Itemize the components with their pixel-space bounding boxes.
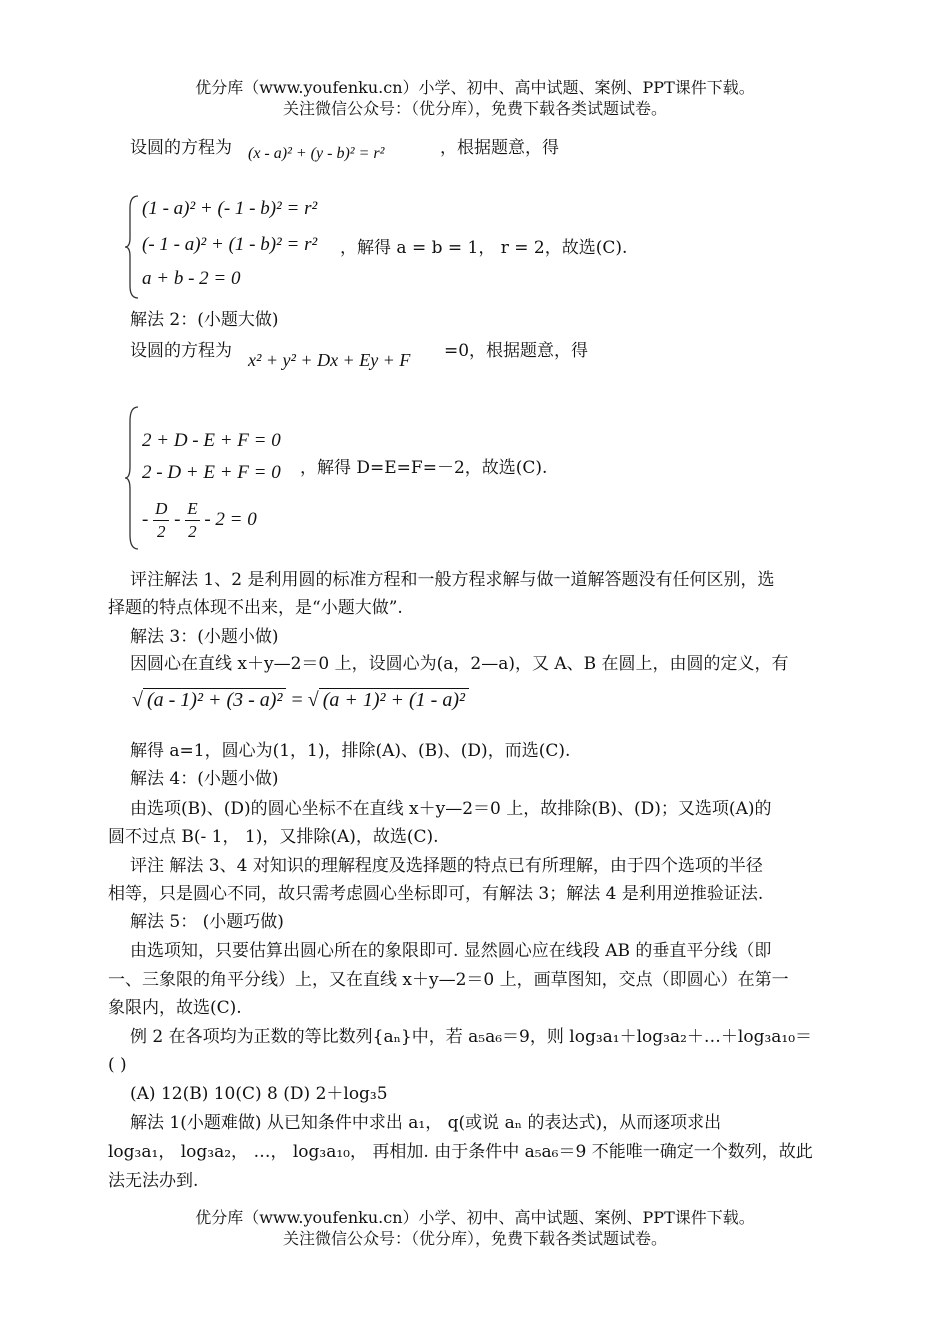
s3-rhs: (a + 1)² + (1 - a)² [319, 688, 469, 712]
s1-brace [124, 194, 140, 300]
ex2-sol-line1: 解法 1(小题难做) 从已知条件中求出 a₁， q(或说 aₙ 的表达式)，从而逐项求出 [130, 1113, 722, 1133]
footer-line-1: 优分库（www.youfenku.cn）小学、初中、高中试题、案例、PPT课件下载。 [195, 1208, 755, 1227]
s3-line2: 解得 a=1，圆心为(1，1)，排除(A)、(B)、(D)，而选(C). [130, 741, 571, 761]
s3-title: 解法 3：(小题小做) [130, 627, 279, 647]
comment1-line1: 评注解法 1、2 是利用圆的标准方程和一般方程求解与做一道解答题没有任何区别，选 [130, 570, 775, 590]
header-line-1: 优分库（www.youfenku.cn）小学、初中、高中试题、案例、PPT课件下载。 [195, 78, 755, 97]
s4-title: 解法 4：(小题小做) [130, 769, 279, 789]
ex2-line1: 例 2 在各项均为正数的等比数列{aₙ}中，若 a₅a₆＝9，则 log₃a₁＋log₃a₂＋…＋log₃a₁₀＝ [130, 1027, 813, 1047]
s1-system-eq2: (- 1 - a)² + (1 - b)² = r² [142, 234, 318, 255]
s3-eqsign: = [291, 689, 303, 711]
s2-frac2-num: E [185, 498, 199, 521]
s1-intro: 设圆的方程为 [130, 138, 232, 158]
comment2-line2: 相等，只是圆心不同，故只需考虑圆心坐标即可，有解法 3；解法 4 是利用逆推验证法. [108, 884, 764, 904]
s1-system-eq1: (1 - a)² + (- 1 - b)² = r² [142, 198, 318, 219]
s4-line2: 圆不过点 B(- 1， 1)，又排除(A)，故选(C). [108, 827, 439, 847]
ex2-options: (A) 12(B) 10(C) 8 (D) 2＋log₃5 [130, 1084, 388, 1104]
s1-system-eq3: a + b - 2 = 0 [142, 268, 241, 289]
s5-title: 解法 5： (小题巧做) [130, 912, 284, 932]
s5-line1: 由选项知，只要估算出圆心所在的象限即可. 显然圆心应在线段 AB 的垂直平分线（即 [130, 941, 772, 961]
comment2-line1: 评注 解法 3、4 对知识的理解程度及选择题的特点已有所理解，由于四个选项的半径 [130, 856, 763, 876]
comment1-line2: 择题的特点体现不出来，是“小题大做”. [108, 598, 403, 618]
sqrt-icon: √ [132, 689, 143, 711]
s5-line2: 一、三象限的角平分线）上，又在直线 x＋y—2＝0 上，画草图知，交点（即圆心）在第一 [108, 970, 789, 990]
s2-eq3-post: - 2 = 0 [204, 508, 257, 530]
s2-brace [124, 405, 140, 551]
s2-system-eq3 [142, 498, 257, 543]
s2-after: =0，根据题意，得 [444, 341, 589, 361]
s2-frac1-num: D [153, 498, 169, 521]
s5-line3: 象限内，故选(C). [108, 998, 242, 1018]
s2-frac2-den: 2 [188, 522, 197, 541]
ex2-line2: ( ) [108, 1055, 127, 1075]
s2-system-eq2: 2 - D + E + F = 0 [142, 462, 281, 483]
s3-equation [132, 688, 469, 712]
s2-general-equation: x² + y² + Dx + Ey + F [248, 350, 411, 370]
s2-system-eq1: 2 + D - E + F = 0 [142, 430, 281, 451]
sqrt-icon: √ [307, 689, 319, 711]
s2-frac1-den: 2 [156, 522, 166, 541]
s2-fraction-e [185, 498, 199, 543]
s2-eq3-mid: - [174, 508, 181, 530]
s2-solution: ，解得 D=E=F=－2，故选(C). [300, 458, 548, 478]
s2-intro: 设圆的方程为 [130, 341, 232, 361]
footer-line-2: 关注微信公众号：（优分库），免费下载各类试题试卷。 [282, 1229, 667, 1248]
s1-after: ，根据题意，得 [440, 138, 559, 158]
s3-lhs: (a - 1)² + (3 - a)² [143, 688, 286, 712]
s2-eq3-minus: - [142, 508, 149, 530]
s2-fraction-d [153, 498, 169, 543]
s3-line1: 因圆心在直线 x＋y—2＝0 上，设圆心为(a，2—a)，又 A、B 在圆上，由圆的定义，有 [130, 654, 789, 674]
header-line-2: 关注微信公众号：（优分库），免费下载各类试题试卷。 [282, 99, 667, 118]
s2-title: 解法 2：(小题大做) [130, 310, 279, 330]
s1-circle-equation: (x - a)² + (y - b)² = r² [248, 145, 385, 162]
s1-solution: ，解得 a = b = 1， r = 2，故选(C). [340, 238, 628, 258]
s4-line1: 由选项(B)、(D)的圆心坐标不在直线 x＋y—2＝0 上，故排除(B)、(D)；又选项(A)的 [130, 799, 772, 819]
ex2-sol-line2: log₃a₁， log₃a₂， …， log₃a₁₀， 再相加. 由于条件中 a₅a₆＝9 不能唯一确定一个数列，故此 [108, 1142, 813, 1162]
ex2-sol-line3: 法无法办到. [108, 1171, 199, 1191]
